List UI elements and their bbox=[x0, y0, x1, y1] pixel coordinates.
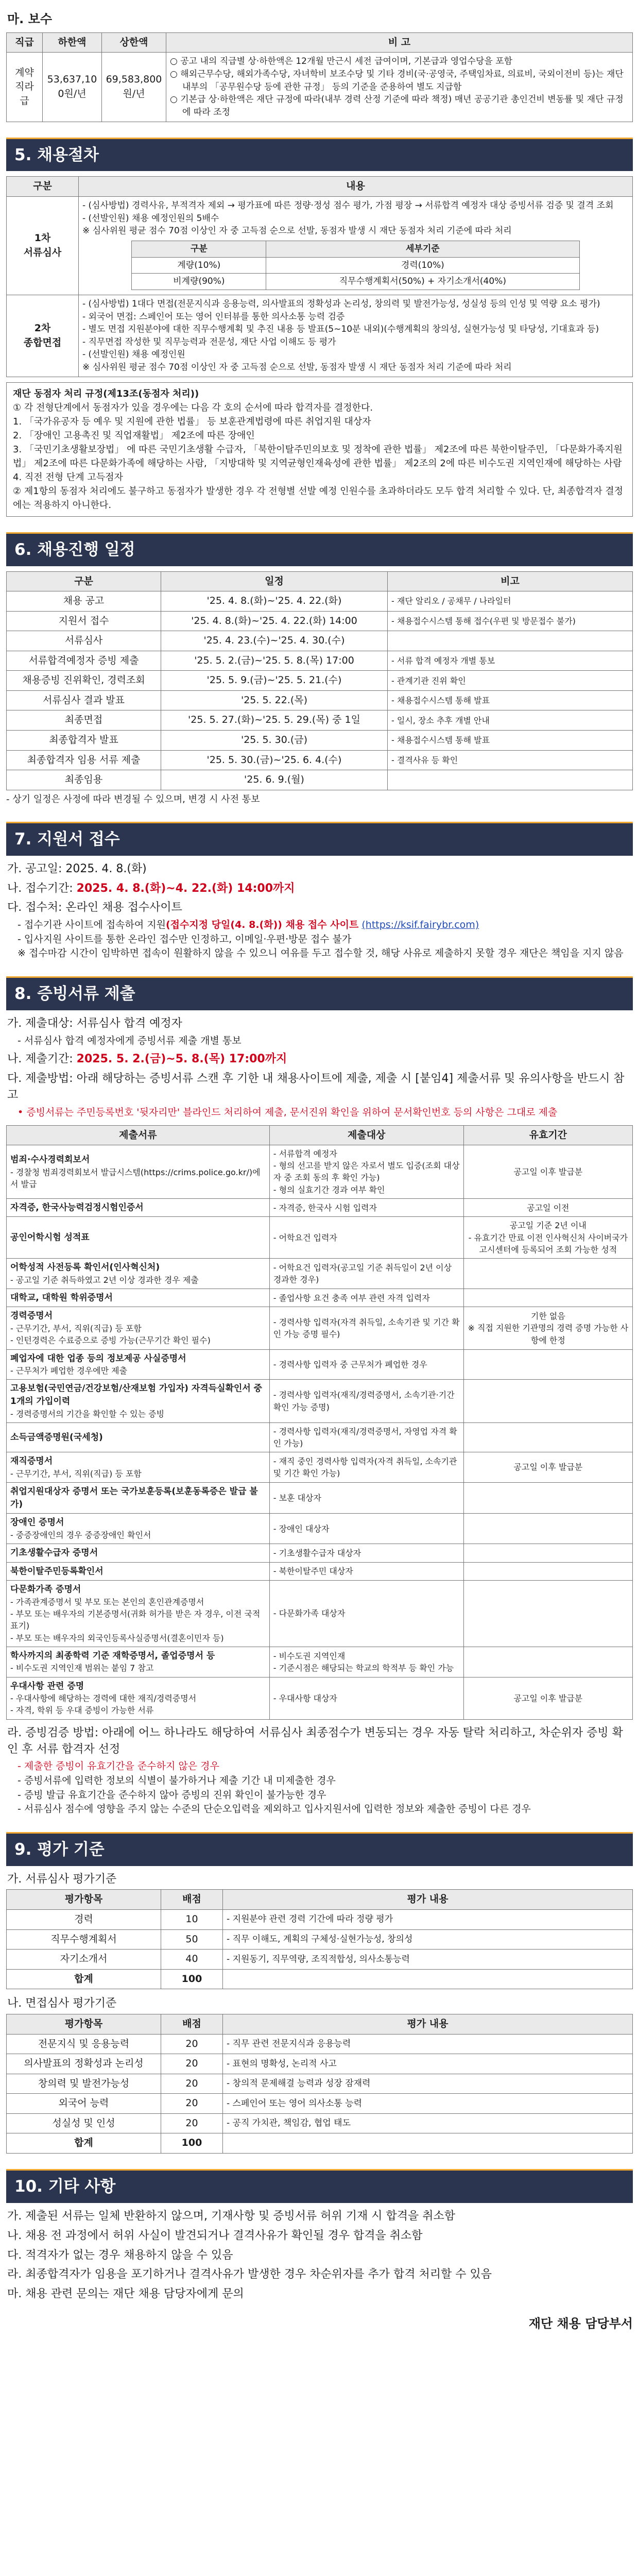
eval2-row bbox=[7, 2074, 633, 2094]
stage2-threshold: ※ 심사위원 평균 점수 70점 이상인 자 중 고득점 순으로 선발, 동점자 발생 시 재단 동점자 처리 기준에 따라 처리 bbox=[82, 362, 512, 373]
schedule-step: 채용증빙 진위확인, 경력조회 bbox=[7, 671, 161, 691]
document-row bbox=[7, 1217, 633, 1259]
criteria-qual-detail: 직무수행계획서(50%) + 자기소개서(40%) bbox=[266, 274, 579, 290]
doc-valid bbox=[463, 1514, 632, 1544]
schedule-date: '25. 6. 9.(월) bbox=[161, 770, 388, 790]
eval2-item: 합계 bbox=[7, 2133, 161, 2154]
doc-name: 대학교, 대학원 학위증명서 bbox=[10, 1292, 113, 1303]
doc-cell bbox=[7, 1145, 270, 1199]
document-row bbox=[7, 1581, 633, 1647]
salary-notes bbox=[166, 53, 633, 122]
doc-valid bbox=[463, 1647, 632, 1677]
doc-detail: - 근무기간, 부서, 직위(직급) 등 포함 bbox=[10, 1468, 142, 1479]
eval2-row bbox=[7, 2054, 633, 2074]
schedule-step: 서류심사 결과 발표 bbox=[7, 690, 161, 710]
doc-cell bbox=[7, 1544, 270, 1563]
doc-name: 우대사항 관련 증명 bbox=[10, 1681, 84, 1691]
schedule-date: '25. 5. 22.(목) bbox=[161, 690, 388, 710]
document-row bbox=[7, 1349, 633, 1380]
criteria-qual: 비계량(90%) bbox=[132, 274, 266, 290]
schedule-note: - 채용접수시스템 통해 접수(우편 및 방문접수 불가) bbox=[388, 611, 633, 631]
eval2-item: 성실성 및 인성 bbox=[7, 2113, 161, 2133]
doc-target: - 어학요건 입력자(공고일 기준 취득일이 2년 이상 경과한 경우) bbox=[269, 1259, 463, 1289]
doc-target: - 경력사항 입력자 중 근무처가 폐업한 경우 bbox=[269, 1349, 463, 1380]
criteria-header-detail: 세부기준 bbox=[266, 241, 579, 257]
doc-name: 장애인 증명서 bbox=[10, 1517, 64, 1528]
documents-method: 다. 제출방법: 아래 해당하는 증빙서류 스캔 후 기한 내 채용사이트에 제출, 제출 시 [붙임4] 제출서류 및 유의사항을 반드시 참고 bbox=[7, 1072, 625, 1102]
verification-rule: - 증빙서류에 입력한 정보의 식별이 불가하거나 제출 기간 내 미제출한 경우 bbox=[18, 1774, 336, 1786]
schedule-heading: 6. 채용진행 일정 bbox=[6, 532, 633, 566]
doc-name: 범죄·수사경력회보서 bbox=[10, 1154, 90, 1165]
application-instruction bbox=[18, 918, 633, 933]
application-channel: 다. 접수처: 온라인 채용 접수사이트 bbox=[7, 901, 182, 914]
stage2-competency: - 직무면접 작성한 및 직무능력과 전문성, 재단 사업 이해도 등 평가 bbox=[82, 336, 336, 347]
doc-valid: 공고일 기준 2년 이내 - 유효기간 만료 이전 인사혁신처 사이버국가고시센터에 등록되어 조회 가능한 성적 bbox=[463, 1217, 632, 1259]
doc-name: 자격증, 한국사능력검정시험인증서 bbox=[10, 1202, 144, 1213]
evaluation-section bbox=[6, 1832, 633, 2154]
verification-rule: - 증빙 발급 유효기간을 준수하지 않아 증빙의 진위 확인이 불가능한 경우 bbox=[18, 1789, 326, 1801]
verification-rule: - 제출한 증빙이 유효기간을 준수하지 않은 경우 bbox=[18, 1760, 219, 1772]
doc-cell bbox=[7, 1514, 270, 1544]
eval2-item: 외국어 능력 bbox=[7, 2094, 161, 2114]
doc-target: - 보훈 대상자 bbox=[269, 1483, 463, 1514]
eval-item: 합계 bbox=[7, 1969, 161, 1989]
eval-row bbox=[7, 1950, 633, 1970]
documents-target: 가. 제출대상: 서류심사 합격 예정자 bbox=[7, 1016, 182, 1030]
verification-rule: - 서류심사 점수에 영향을 주지 않는 수준의 단순오입력을 제외하고 입사지원서에 입력한 정보와 제출한 증빙이 다른 경우 bbox=[18, 1803, 531, 1815]
schedule-date: '25. 5. 30.(금) bbox=[161, 731, 388, 751]
doc-cell bbox=[7, 1198, 270, 1217]
doc-cell bbox=[7, 1289, 270, 1307]
doc-detail: - 근무처가 폐업한 경우에만 제출 bbox=[10, 1366, 128, 1376]
docs-header-doc: 제출서류 bbox=[7, 1125, 270, 1145]
doc-detail: - 경력증명서의 기간을 확인할 수 있는 증빙 bbox=[10, 1409, 165, 1419]
process-header-content: 내용 bbox=[79, 177, 633, 197]
schedule-row bbox=[7, 770, 633, 790]
doc-valid: 공고일 이후 발급분 bbox=[463, 1452, 632, 1483]
doc-target: - 우대사항 대상자 bbox=[269, 1677, 463, 1719]
salary-header-high: 상한액 bbox=[102, 32, 166, 53]
other-item: 라. 최종합격자가 임용을 포기하거나 결격사유가 발생한 경우 차순위자를 추가 합격 처리할 수 있음 bbox=[7, 2268, 492, 2281]
doc-cell bbox=[7, 1380, 270, 1422]
schedule-row bbox=[7, 671, 633, 691]
other-item: 가. 제출된 서류는 일체 반환하지 않으며, 기재사항 및 증빙서류 허위 기재 시 합격을 취소함 bbox=[7, 2209, 455, 2223]
stage2-method: - (심사방법) 1대다 면접(전문지식과 응용능력, 의사발표의 정확성과 논리성, 창의력 및 발전가능성, 성실성 등의 인성 및 역량 요소 평가) bbox=[82, 298, 600, 309]
doc-valid bbox=[463, 1422, 632, 1452]
compensation-heading: 마. 보수 bbox=[7, 12, 53, 26]
doc-valid bbox=[463, 1544, 632, 1563]
application-section bbox=[6, 822, 633, 961]
schedule-step: 서류합격예정자 증빙 제출 bbox=[7, 651, 161, 671]
document-row bbox=[7, 1544, 633, 1563]
application-period bbox=[7, 880, 633, 897]
schedule-date: '25. 5. 30.(금)~'25. 6. 4.(수) bbox=[161, 750, 388, 770]
doc-detail: - 가족관계증명서 및 부모 또는 본인의 혼인관계증명서 - 부모 또는 배우자의 기본증명서(귀화 허가를 받은 자 경우, 이전 국적 표기) - 부모 또는 배우자의 외국인등록사실증명서(결혼이민자 등) bbox=[10, 1597, 261, 1643]
doc-cell bbox=[7, 1581, 270, 1647]
document-row bbox=[7, 1452, 633, 1483]
docs-header-target: 제출대상 bbox=[269, 1125, 463, 1145]
schedule-note: - 일시, 장소 추후 개별 안내 bbox=[388, 710, 633, 731]
doc-cell bbox=[7, 1452, 270, 1483]
eval-content: - 지원분야 관련 경력 기간에 따라 정량 평가 bbox=[223, 1909, 633, 1929]
document-row bbox=[7, 1380, 633, 1422]
application-heading: 7. 지원서 접수 bbox=[6, 822, 633, 856]
doc-valid bbox=[463, 1289, 632, 1307]
schedule-step: 최종임용 bbox=[7, 770, 161, 790]
stage1-label: 1차 서류심사 bbox=[7, 197, 79, 295]
doc-name: 재직증명서 bbox=[10, 1456, 53, 1467]
eval-content: - 지원동기, 직무역량, 조직적합성, 의사소통능력 bbox=[223, 1950, 633, 1970]
schedule-row bbox=[7, 690, 633, 710]
stage1-threshold: ※ 심사위원 평균 점수 70점 이상인 자 중 고득점 순으로 선발, 동점자 발생 시 재단 동점자 처리 기준에 따라 처리 bbox=[82, 226, 512, 236]
doc-valid: 공고일 이후 발급분 bbox=[463, 1677, 632, 1719]
schedule-row bbox=[7, 631, 633, 651]
document-row bbox=[7, 1259, 633, 1289]
doc-valid bbox=[463, 1349, 632, 1380]
criteria-quant: 계량(10%) bbox=[132, 257, 266, 274]
doc-cell bbox=[7, 1307, 270, 1349]
other-item: 나. 채용 전 과정에서 허위 사실이 발견되거나 결격사유가 확인될 경우 합격을 취소함 bbox=[7, 2229, 423, 2242]
schedule-date: '25. 4. 8.(화)~'25. 4. 22.(화) bbox=[161, 591, 388, 612]
doc-target: - 경력사항 입력자(자격 취득일, 소속기관 및 기간 확인 가능 증명 필수) bbox=[269, 1307, 463, 1349]
doc-target: - 기초생활수급자 대상자 bbox=[269, 1544, 463, 1563]
eval2-content: - 스페인어 또는 영어 의사소통 능력 bbox=[223, 2094, 633, 2114]
doc-target: - 서류합격 예정자 - 형의 선고를 받지 않은 자로서 별도 입증(조회 대상자 중 조회 동의 후 확인 가능) - 형의 실효기간 경과 여부 확인 bbox=[269, 1145, 463, 1199]
schedule-date: '25. 5. 9.(금)~'25. 5. 21.(수) bbox=[161, 671, 388, 691]
salary-low: 53,637,100원/년 bbox=[43, 53, 102, 122]
doc-target: - 경력사항 입력자(재직/경력증명서, 소속기관·기간 확인 가능 증명) bbox=[269, 1380, 463, 1422]
schedule-row bbox=[7, 591, 633, 612]
tiebreak-line: 3. 「국민기초생활보장법」 에 따른 국민기초생활 수급자, 「북한이탈주민의보호 및 정착에 관한 법률」 제2조에 따른 북한이탈주민, 「다문화가족지원법」 제2조에 따른 다문화가족에 해당하는 사람, 「지방대학 및 지역균형인재육성에 관한 법률」 제2조의 2에 따른 비수도권 지역인재에 해당하는 사람 bbox=[13, 444, 623, 469]
salary-high: 69,583,800원/년 bbox=[102, 53, 166, 122]
doc-valid: 공고일 이전 bbox=[463, 1198, 632, 1217]
application-period-value: 2025. 4. 8.(화)~4. 22.(화) 14:00까지 bbox=[76, 882, 295, 895]
other-item: 다. 적격자가 없는 경우 채용하지 않을 수 있음 bbox=[7, 2248, 233, 2262]
doc-cell bbox=[7, 1562, 270, 1581]
process-header-type: 구분 bbox=[7, 177, 79, 197]
application-deadline-warning: ※ 접수마감 시간이 임박하면 접속이 원활하지 않을 수 있으니 여유를 두고 접수할 것, 해당 사유로 제출하지 못할 경우 재단은 책임을 지지 않음 bbox=[18, 947, 624, 959]
stage2-presentation: - 별도 면접 지원분야에 대한 직무수행계획 및 추진 내용 등 발표(5~10분 내외)(수행계획의 창의성, 실현가능성 및 타당성, 기대효과 등) bbox=[82, 324, 599, 335]
stage1-headcount: - (선발인원) 채용 예정인원의 5배수 bbox=[82, 213, 219, 224]
eval-item: 직무수행계획서 bbox=[7, 1929, 161, 1950]
document-row bbox=[7, 1514, 633, 1544]
schedule-note: - 채용접수시스템 통해 발표 bbox=[388, 690, 633, 710]
schedule-section bbox=[6, 532, 633, 806]
eval2-content: - 창의적 문제해결 능력과 성장 잠재력 bbox=[223, 2074, 633, 2094]
schedule-step: 채용 공고 bbox=[7, 591, 161, 612]
salary-header-rank: 직급 bbox=[7, 32, 43, 53]
doc-detail: - 중증장애인의 경우 중증장애인 확인서 bbox=[10, 1530, 151, 1540]
schedule-note: - 채용접수시스템 통해 발표 bbox=[388, 731, 633, 751]
eval-score: 40 bbox=[161, 1950, 223, 1970]
other-section bbox=[6, 2169, 633, 2333]
tiebreak-line: ② 제1항의 동점자 처리에도 불구하고 동점자가 발생한 경우 각 전형별 선발 예정 인원수를 초과하더라도 모두 합격 처리할 수 있다. 단, 최종합격자 결정에는 적용하지 아니한다. bbox=[13, 485, 624, 511]
stage1-content bbox=[79, 197, 633, 295]
tiebreak-line: 2. 「장애인 고용촉진 및 직업재활법」 제2조에 따른 장애인 bbox=[13, 430, 255, 441]
document-row bbox=[7, 1145, 633, 1199]
eval2-content: - 표현의 명확성, 논리적 사고 bbox=[223, 2054, 633, 2074]
doc-target: - 다문화가족 대상자 bbox=[269, 1581, 463, 1647]
salary-header-note: 비 고 bbox=[166, 32, 633, 53]
documents-section bbox=[6, 976, 633, 1817]
criteria-header-type: 구분 bbox=[132, 241, 266, 257]
schedule-note-line: - 상기 일정은 사정에 따라 변경될 수 있으며, 변경 시 사전 통보 bbox=[6, 793, 260, 805]
doc-target: - 어학요건 입력자 bbox=[269, 1217, 463, 1259]
eval2-row bbox=[7, 2034, 633, 2054]
eval-score: 50 bbox=[161, 1929, 223, 1950]
doc-name: 경력증명서 bbox=[10, 1311, 53, 1321]
eval-item: 경력 bbox=[7, 1909, 161, 1929]
eval-score: 10 bbox=[161, 1909, 223, 1929]
process-table bbox=[6, 176, 633, 377]
documents-period bbox=[7, 1051, 633, 1067]
process-heading: 5. 채용절차 bbox=[6, 138, 633, 172]
schedule-date: '25. 5. 27.(화)~'25. 5. 29.(목) 중 1일 bbox=[161, 710, 388, 731]
eval2-score: 100 bbox=[161, 2133, 223, 2154]
doc-cell bbox=[7, 1259, 270, 1289]
doc-cell bbox=[7, 1217, 270, 1259]
schedule-row bbox=[7, 651, 633, 671]
tiebreak-box bbox=[6, 382, 633, 517]
eval-score: 100 bbox=[161, 1969, 223, 1989]
documents-heading: 8. 증빙서류 제출 bbox=[6, 976, 633, 1010]
salary-note: ○ 해외근무수당, 해외가족수당, 자녀학비 보조수당 및 기타 경비(국·공영국, 주택임차료, 의료비, 국외이전비 등)는 재단 내부의 「공무원수당 등에 관한 규정」 등의 기준을 준용하여 별도 지급함 bbox=[170, 69, 624, 92]
doc-detail: - 우대사항에 해당하는 경력에 대한 재직/경력증명서 - 자격, 학위 등 우대 증빙이 가능한 서류 bbox=[10, 1693, 197, 1716]
eval-header-content: 평가 내용 bbox=[223, 1890, 633, 1910]
document-row bbox=[7, 1198, 633, 1217]
doc-valid bbox=[463, 1483, 632, 1514]
verification-method bbox=[7, 1725, 633, 1758]
schedule-row bbox=[7, 710, 633, 731]
doc-cell bbox=[7, 1647, 270, 1677]
eval2-score: 20 bbox=[161, 2113, 223, 2133]
application-site-link[interactable]: (https://ksif.fairybr.com) bbox=[361, 919, 479, 931]
doc-cell bbox=[7, 1349, 270, 1380]
process-section bbox=[6, 138, 633, 517]
documents-period-label: 나. 제출기간: bbox=[7, 1053, 77, 1066]
salary-note: ○ 기본급 상·하한액은 재단 규정에 따라(내부 경력 산정 기준에 따라 책정) 매년 공공기관 총인건비 변동률 및 재단 규정에 따라 조정 bbox=[170, 94, 624, 117]
doc-name: 소득금액증명원(국세청) bbox=[10, 1432, 103, 1443]
schedule-header-note: 비고 bbox=[388, 571, 633, 591]
schedule-row bbox=[7, 750, 633, 770]
eval2-header-score: 배점 bbox=[161, 2014, 223, 2035]
tiebreak-title: 재단 동점자 처리 규정(제13조(동점자 처리)) bbox=[13, 388, 199, 399]
doc-name: 공인어학시험 성적표 bbox=[10, 1232, 90, 1243]
eval-content bbox=[223, 1969, 633, 1989]
eval2-score: 20 bbox=[161, 2034, 223, 2054]
application-instruction-red: (접수지정 당일(4. 8.(화)) 채용 접수 사이트 bbox=[165, 919, 359, 931]
schedule-note: - 결격사유 등 확인 bbox=[388, 750, 633, 770]
application-instruction-text: - 접수기관 사이트에 접속하여 지원 bbox=[18, 919, 166, 931]
salary-rank: 계약직라급 bbox=[7, 53, 43, 122]
schedule-table bbox=[6, 571, 633, 790]
eval2-content: - 직무 관련 전문지식과 응용능력 bbox=[223, 2034, 633, 2054]
stage2-label: 2차 종합면접 bbox=[7, 295, 79, 377]
documents-table bbox=[6, 1125, 633, 1720]
evaluation-interview-table bbox=[6, 2014, 633, 2154]
application-date: 가. 공고일: 2025. 4. 8.(화) bbox=[7, 862, 147, 875]
eval2-score: 20 bbox=[161, 2074, 223, 2094]
document-row bbox=[7, 1289, 633, 1307]
schedule-date: '25. 5. 2.(금)~'25. 5. 8.(목) 17:00 bbox=[161, 651, 388, 671]
doc-valid bbox=[463, 1581, 632, 1647]
stage1-method: - (심사방법) 경력사유, 부적격자 제외 → 평가표에 따른 정량·정성 점수 평가, 가점 평장 → 서류합격 예정자 대상 증빙서류 검증 및 결격 조회 bbox=[82, 200, 614, 211]
document-row bbox=[7, 1483, 633, 1514]
schedule-note bbox=[388, 631, 633, 651]
eval2-row bbox=[7, 2094, 633, 2114]
schedule-row bbox=[7, 731, 633, 751]
doc-valid bbox=[463, 1562, 632, 1581]
stage2-content bbox=[79, 295, 633, 377]
doc-target: - 재직 중인 경력사항 입력자(자격 취득일, 소속기관 및 기간 확인 가능) bbox=[269, 1452, 463, 1483]
document-row bbox=[7, 1422, 633, 1452]
doc-name: 취업지원대상자 증명서 또는 국가보훈등록(보훈동록증은 발급 불가) bbox=[10, 1486, 258, 1510]
doc-valid: 공고일 이후 발급분 bbox=[463, 1145, 632, 1199]
eval-header-score: 배점 bbox=[161, 1890, 223, 1910]
eval-content: - 직무 이해도, 계획의 구체성·실현가능성, 창의성 bbox=[223, 1929, 633, 1950]
doc-target: - 비수도권 지역인재 - 기준시점은 해당되는 학교의 학적부 등 확인 가능 bbox=[269, 1647, 463, 1677]
doc-detail: - 공고일 기준 취득하였고 2년 이상 경과한 경우 제출 bbox=[10, 1275, 199, 1285]
documents-period-value: 2025. 5. 2.(금)~5. 8.(목) 17:00까지 bbox=[76, 1053, 287, 1066]
verification-label: 라. 증빙검증 방법: bbox=[7, 1726, 102, 1739]
doc-target: - 경력사항 입력자(재직/경력증명서, 자영업 자격 확인 가능) bbox=[269, 1422, 463, 1452]
schedule-step: 최종면접 bbox=[7, 710, 161, 731]
schedule-header-date: 일정 bbox=[161, 571, 388, 591]
schedule-header-type: 구분 bbox=[7, 571, 161, 591]
evaluation-heading: 9. 평가 기준 bbox=[6, 1832, 633, 1866]
salary-table bbox=[6, 32, 633, 122]
documents-target-note: - 서류심사 합격 예정자에게 증빙서류 제출 개별 통보 bbox=[18, 1035, 242, 1046]
doc-detail: - 경찰청 범죄경력회보서 발급시스템(https://crims.police.go.kr/)에서 발급 bbox=[10, 1167, 261, 1189]
doc-name: 기초생활수급자 증명서 bbox=[10, 1548, 98, 1558]
doc-name: 다문화가족 증명서 bbox=[10, 1584, 81, 1595]
eval2-score: 20 bbox=[161, 2054, 223, 2074]
schedule-row bbox=[7, 611, 633, 631]
eval-row bbox=[7, 1969, 633, 1989]
document-row bbox=[7, 1307, 633, 1349]
document-row bbox=[7, 1677, 633, 1719]
document-row bbox=[7, 1562, 633, 1581]
doc-name: 학사까지의 최종학력 기준 재학증명서, 졸업증명서 등 bbox=[10, 1650, 215, 1661]
doc-valid: 기한 없음 ※ 직접 지원한 기관명의 경력 증명 가능한 사항에 한정 bbox=[463, 1307, 632, 1349]
eval2-item: 창의력 및 발전가능성 bbox=[7, 2074, 161, 2094]
doc-name: 폐업자에 대한 업종 등의 정보제공 사실증명서 bbox=[10, 1353, 186, 1364]
criteria-quant-detail: 경력(10%) bbox=[266, 257, 579, 274]
doc-target: - 졸업사항 요건 충족 여부 관련 자격 입력자 bbox=[269, 1289, 463, 1307]
evaluation-doc-heading: 가. 서류심사 평가기준 bbox=[7, 1872, 117, 1886]
schedule-note: - 서류 합격 예정자 개별 통보 bbox=[388, 651, 633, 671]
salary-note: ○ 공고 내의 직급별 상·하한액은 12개월 만근시 세전 급여이며, 기본급과 영업수당을 포함 bbox=[170, 56, 513, 67]
eval2-item: 전문지식 및 응용능력 bbox=[7, 2034, 161, 2054]
stage1-criteria-table bbox=[131, 241, 579, 290]
doc-cell bbox=[7, 1677, 270, 1719]
docs-header-valid: 유효기간 bbox=[463, 1125, 632, 1145]
doc-valid bbox=[463, 1259, 632, 1289]
application-online-only: - 입사지원 사이트를 통한 온라인 접수만 인정하고, 이메일·우편·방문 접수 불가 bbox=[18, 933, 352, 945]
doc-target: - 자격증, 한국사 시험 입력자 bbox=[269, 1198, 463, 1217]
schedule-note bbox=[388, 770, 633, 790]
tiebreak-line: 1. 「국가유공자 등 예우 및 지원에 관한 법률」 등 보훈관계법령에 따른 취업지원 대상자 bbox=[13, 416, 371, 427]
other-item: 마. 채용 관련 문의는 재단 채용 담당자에게 문의 bbox=[7, 2287, 244, 2301]
eval2-row bbox=[7, 2133, 633, 2154]
doc-target: - 장애인 대상자 bbox=[269, 1514, 463, 1544]
tiebreak-line: ① 각 전형단계에서 동점자가 있을 경우에는 다음 각 호의 순서에 따라 합격자를 결정한다. bbox=[13, 402, 373, 413]
eval2-item: 의사발표의 정확성과 논리성 bbox=[7, 2054, 161, 2074]
doc-name: 어학성적 사전등록 확인서(인사혁신처) bbox=[10, 1262, 160, 1273]
schedule-date: '25. 4. 23.(수)~'25. 4. 30.(수) bbox=[161, 631, 388, 651]
eval2-row bbox=[7, 2113, 633, 2133]
other-heading: 10. 기타 사항 bbox=[6, 2169, 633, 2203]
schedule-date: '25. 4. 8.(화)~'25. 4. 22.(화) 14:00 bbox=[161, 611, 388, 631]
eval2-header-content: 평가 내용 bbox=[223, 2014, 633, 2035]
schedule-step: 최종합격자 임용 서류 제출 bbox=[7, 750, 161, 770]
document-row bbox=[7, 1647, 633, 1677]
doc-name: 북한이탈주민등록확인서 bbox=[10, 1566, 104, 1577]
schedule-step: 지원서 접수 bbox=[7, 611, 161, 631]
eval-header-item: 평가항목 bbox=[7, 1890, 161, 1910]
eval-row bbox=[7, 1909, 633, 1929]
eval2-header-item: 평가항목 bbox=[7, 2014, 161, 2035]
salary-header-low: 하한액 bbox=[43, 32, 102, 53]
eval2-score: 20 bbox=[161, 2094, 223, 2114]
issuer-signature: 재단 채용 담당부서 bbox=[528, 2316, 633, 2331]
doc-detail: - 근무기간, 부서, 직위(직급) 등 포함 - 인턴경력은 수료증으로 증빙 가능(근무기간 확인 필수) bbox=[10, 1324, 211, 1346]
doc-cell bbox=[7, 1483, 270, 1514]
schedule-note: - 재단 알리오 / 공채무 / 나라일터 bbox=[388, 591, 633, 612]
tiebreak-line: 4. 직전 전형 단계 고득점자 bbox=[13, 471, 123, 483]
evaluation-interview-heading: 나. 면접심사 평가기준 bbox=[7, 1997, 117, 2010]
schedule-step: 최종합격자 발표 bbox=[7, 731, 161, 751]
eval-item: 자기소개서 bbox=[7, 1950, 161, 1970]
doc-target: - 북한이탈주민 대상자 bbox=[269, 1562, 463, 1581]
doc-name: 고용보험(국민연금/건강보험/산재보험 가입자) 자격득실확인서 중 1개의 가입이력 bbox=[10, 1383, 263, 1406]
documents-blind-note: • 증빙서류는 주민등록번호 '뒷자리만' 블라인드 처리하여 제출, 문서진위 확인을 위하여 문서확인번호 등의 사항은 그대로 제출 bbox=[18, 1106, 558, 1118]
schedule-note: - 관계기관 진위 확인 bbox=[388, 671, 633, 691]
stage2-headcount: - (선발인원) 채용 예정인원 bbox=[82, 349, 185, 360]
verification-text: 아래에 어느 하나라도 해당하여 서류심사 최종점수가 변동되는 경우 자동 탈락 처리하고, 차순위자 증빙 확인 후 서류 합격자 선정 bbox=[7, 1726, 623, 1756]
doc-cell bbox=[7, 1422, 270, 1452]
stage2-language: - 외국어 면접: 스페인어 또는 영어 인터뷰를 통한 의사소통 능력 검증 bbox=[82, 311, 345, 322]
schedule-step: 서류심사 bbox=[7, 631, 161, 651]
eval2-content: - 공직 가치관, 책임감, 협업 태도 bbox=[223, 2113, 633, 2133]
application-period-label: 나. 접수기간: bbox=[7, 882, 77, 895]
eval-row bbox=[7, 1929, 633, 1950]
evaluation-doc-table bbox=[6, 1889, 633, 1989]
doc-detail: - 비수도권 지역인재 범위는 붙임 7 참고 bbox=[10, 1663, 154, 1673]
eval2-content bbox=[223, 2133, 633, 2154]
doc-valid bbox=[463, 1380, 632, 1422]
